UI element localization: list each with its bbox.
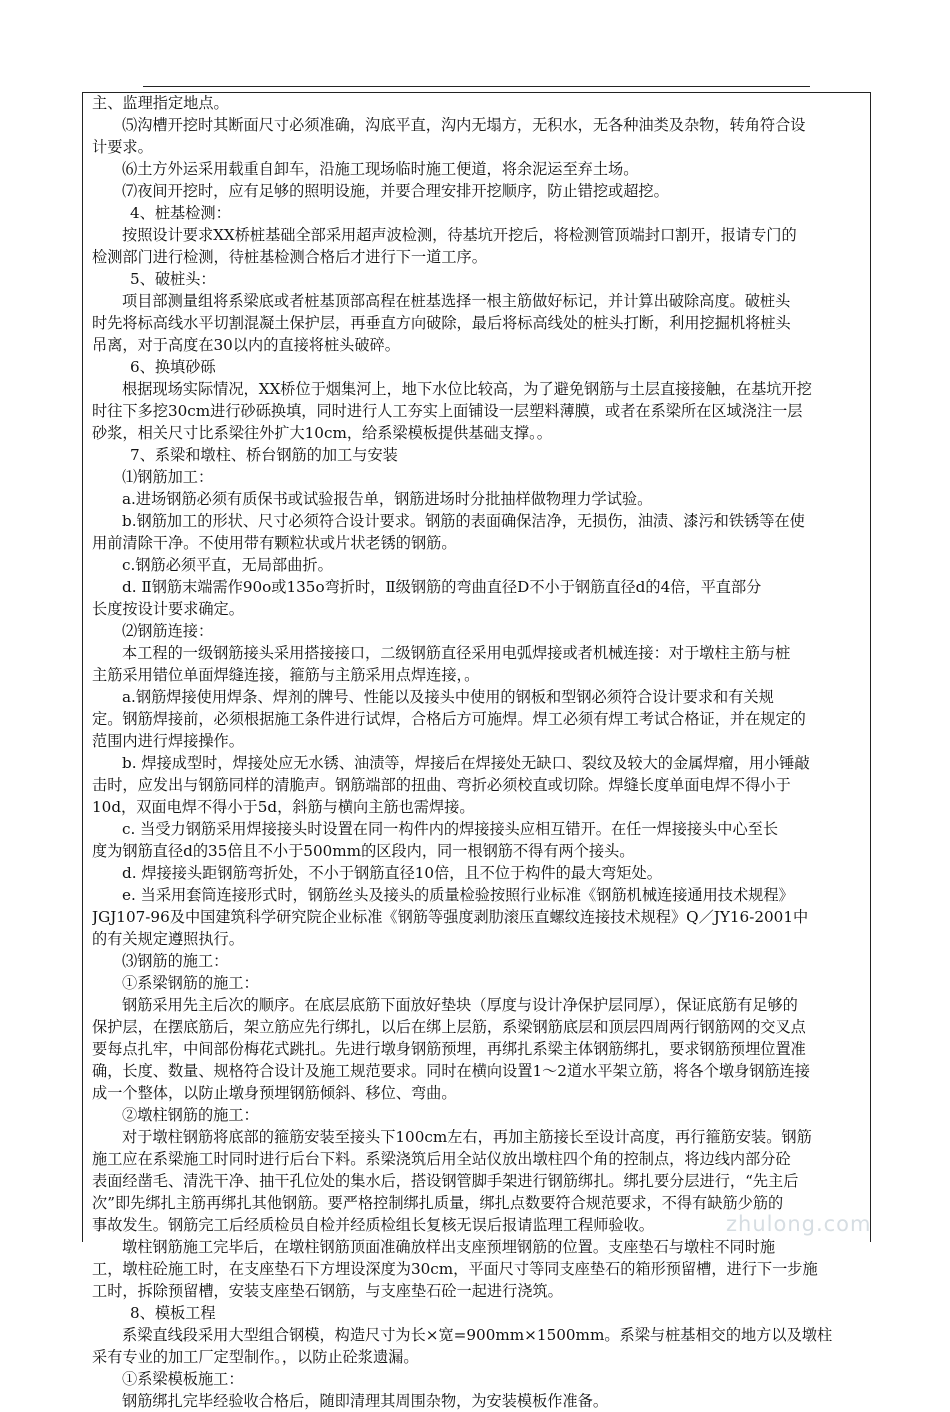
text-line: 度为钢筋直径d的35倍且不小于500mm的区段内，同一根钢筋不得有两个接头。	[92, 842, 635, 860]
text-line: 次”即先绑扎主筋再绑扎其他钢筋。要严格控制绑扎质量，绑扎点数要符合规范要求，不得有缺筋少筋的	[92, 1194, 784, 1212]
text-line: ⑹土方外运采用载重自卸车，沿施工现场临时施工便道，将余泥运至弃土场。	[122, 160, 639, 178]
text-line: ⑴钢筋加工：	[122, 468, 214, 486]
watermark-text: zhulong.com	[726, 1212, 872, 1236]
text-line: 8、模板工程	[130, 1304, 216, 1322]
text-line: ①系梁钢筋的施工：	[122, 974, 259, 992]
text-line: 按照设计要求XX桥桩基础全部采用超声波检测，待基坑开挖后，将检测管顶端封口割开，报请专门的	[122, 226, 797, 244]
text-line: 用前清除干净。不使用带有颗粒状或片状老锈的钢筋。	[92, 534, 457, 552]
text-line: 确，长度、数量、规格符合设计及施工规范要求。同时在横向设置1～2道水平架立筋，将各个墩身钢筋连接	[92, 1062, 810, 1080]
header-rule	[143, 86, 810, 87]
text-line: 钢筋绑扎完毕经验收合格后，随即清理其周围杂物，为安装模板作准备。	[122, 1392, 608, 1410]
text-line: 主筋采用错位单面焊缝连接，箍筋与主筋采用点焊连接，。	[92, 666, 480, 684]
text-line: 事故发生。钢筋完工后经质检员自检并经质检组长复核无误后报请监理工程师验收。	[92, 1216, 654, 1234]
text-line: 工时，拆除预留槽，安装支座垫石钢筋，与支座垫石砼一起进行浇筑。	[92, 1282, 563, 1300]
text-line: 施工应在系梁施工时同时进行后台下料。系梁浇筑后用全站仪放出墩柱四个角的控制点，将边线内部分砼	[92, 1150, 791, 1168]
text-line: e. 当采用套筒连接形式时，钢筋丝头及接头的质量检验按照行业标准《钢筋机械连接通用技术规程》	[122, 886, 794, 904]
text-line: 10d，双面电焊不得小于5d，斜筋与横向主筋也需焊接。	[92, 798, 475, 816]
text-line: 采有专业的加工厂定型制作。，以防止砼浆遗漏。	[92, 1348, 419, 1366]
text-line: a.钢筋焊接使用焊条、焊剂的牌号、性能以及接头中使用的钢板和型钢必须符合设计要求和有关规	[122, 688, 774, 706]
text-line: 表面经凿毛、清洗干净、抽干孔位处的集水后，搭设钢管脚手架进行钢筋绑扎。绑扎要分层进行，“先主后	[92, 1172, 799, 1190]
text-line: 时先将标高线水平切割混凝土保护层，再垂直方向破除，最后将标高线处的桩头打断，利用挖掘机将桩头	[92, 314, 791, 332]
text-line: ⑸沟槽开挖时其断面尺寸必须准确，沟底平直，沟内无塌方，无积水，无各种油类及杂物，转角符合设	[122, 116, 806, 134]
text-line: 本工程的一级钢筋接头采用搭接接口，二级钢筋直径采用电弧焊接或者机械连接：对于墩柱主筋与桩	[122, 644, 791, 662]
text-line: 主、监理指定地点。	[92, 94, 229, 112]
text-line: 砂浆，相关尺寸比系梁往外扩大10cm，给系梁模板提供基础支撑。。	[92, 424, 552, 442]
text-line: 对于墩柱钢筋将底部的箍筋安装至接头下100cm左右，再加主筋接长至设计高度，再行箍筋安装。钢筋	[122, 1128, 812, 1146]
text-line: 成一个整体，以防止墩身预埋钢筋倾斜、移位、弯曲。	[92, 1084, 457, 1102]
text-line: 计要求。	[92, 138, 153, 156]
text-line: 长度按设计要求确定。	[92, 600, 244, 618]
text-line: JGJ107-96及中国建筑科学研究院企业标准《钢筋等强度剥肋滚压直螺纹连接技术规程》Q／JY16-2001中	[92, 908, 809, 926]
text-line: 5、破桩头：	[130, 270, 216, 288]
text-line: 定。钢筋焊接前，必须根据施工条件进行试焊，合格后方可施焊。焊工必须有焊工考试合格证，并在规定的	[92, 710, 806, 728]
text-line: 击时，应发出与钢筋同样的清脆声。钢筋端部的扭曲、弯折必须校直或切除。焊缝长度单面电焊不得小于	[92, 776, 791, 794]
text-line: b.钢筋加工的形状、尺寸必须符合设计要求。钢筋的表面确保洁净，无损伤，油渍、漆污和铁锈等在使	[122, 512, 805, 530]
text-line: d. 焊接接头距钢筋弯折处，不小于钢筋直径10倍，且不位于构件的最大弯矩处。	[122, 864, 662, 882]
text-line: 保护层，在摆底筋后，架立筋应先行绑扎，以后在绑上层筋，系梁钢筋底层和顶层四周两行钢筋网的交叉点	[92, 1018, 806, 1036]
text-line: a.进场钢筋必须有质保书或试验报告单，钢筋进场时分批抽样做物理力学试验。	[122, 490, 653, 508]
text-line: 工，墩柱砼施工时，在支座垫石下方埋设深度为30cm，平面尺寸等同支座垫石的箱形预留槽，进行下一步施	[92, 1260, 818, 1278]
text-line: 吊离，对于高度在30以内的直接将桩头破碎。	[92, 336, 400, 354]
text-line: ②墩柱钢筋的施工：	[122, 1106, 259, 1124]
text-line: b. 焊接成型时，焊接处应无水锈、油渍等，焊接后在焊接处无缺口、裂纹及较大的金属焊瘤，用小锤敲	[122, 754, 810, 772]
text-line: ⑺夜间开挖时，应有足够的照明设施，并要合理安排开挖顺序，防止错挖或超挖。	[122, 182, 669, 200]
text-line: 钢筋采用先主后次的顺序。在底层底筋下面放好垫块（厚度与设计净保护层同厚），保证底筋有足够的	[122, 996, 798, 1014]
text-line: 的有关规定遵照执行。	[92, 930, 244, 948]
text-line: ⑶钢筋的施工：	[122, 952, 229, 970]
text-line: ⑵钢筋连接：	[122, 622, 214, 640]
text-line: d. Ⅱ钢筋末端需作90o或135o弯折时，Ⅱ级钢筋的弯曲直径D不小于钢筋直径d的4倍，平直部分	[122, 578, 762, 596]
text-line: 时往下多挖30cm进行砂砾换填，同时进行人工夯实上面铺设一层塑料薄膜，或者在系梁所在区域浇注一层	[92, 402, 803, 420]
text-line: 系梁直线段采用大型组合钢模，构造尺寸为长×宽=900mm×1500mm。系梁与桩基相交的地方以及墩柱	[122, 1326, 833, 1344]
text-line: 项目部测量组将系梁底或者桩基顶部高程在桩基选择一根主筋做好标记，并计算出破除高度。破桩头	[122, 292, 791, 310]
text-line: 墩柱钢筋施工完毕后，在墩柱钢筋顶面准确放样出支座预埋钢筋的位置。支座垫石与墩柱不同时施	[122, 1238, 776, 1256]
text-line: 6、换填砂砾	[130, 358, 216, 376]
text-line: ①系梁模板施工：	[122, 1370, 244, 1388]
text-line: 检测部门进行检测，待桩基检测合格后才进行下一道工序。	[92, 248, 487, 266]
text-line: c.钢筋必须平直，无局部曲折。	[122, 556, 333, 574]
text-line: 范围内进行焊接操作。	[92, 732, 244, 750]
text-line: 4、桩基检测：	[130, 204, 231, 222]
text-line: 要每点扎牢，中间部份梅花式跳扎。先进行墩身钢筋预埋，再绑扎系梁主体钢筋绑扎，要求钢筋预埋位置准	[92, 1040, 806, 1058]
text-line: 7、系梁和墩柱、桥台钢筋的加工与安装	[130, 446, 398, 464]
text-line: 根据现场实际情况，XX桥位于烟集河上，地下水位比较高，为了避免钢筋与土层直接接触，在基坑开挖	[122, 380, 812, 398]
text-line: c. 当受力钢筋采用焊接接头时设置在同一构件内的焊接接头应相互错开。在任一焊接接头中心至长	[122, 820, 779, 838]
